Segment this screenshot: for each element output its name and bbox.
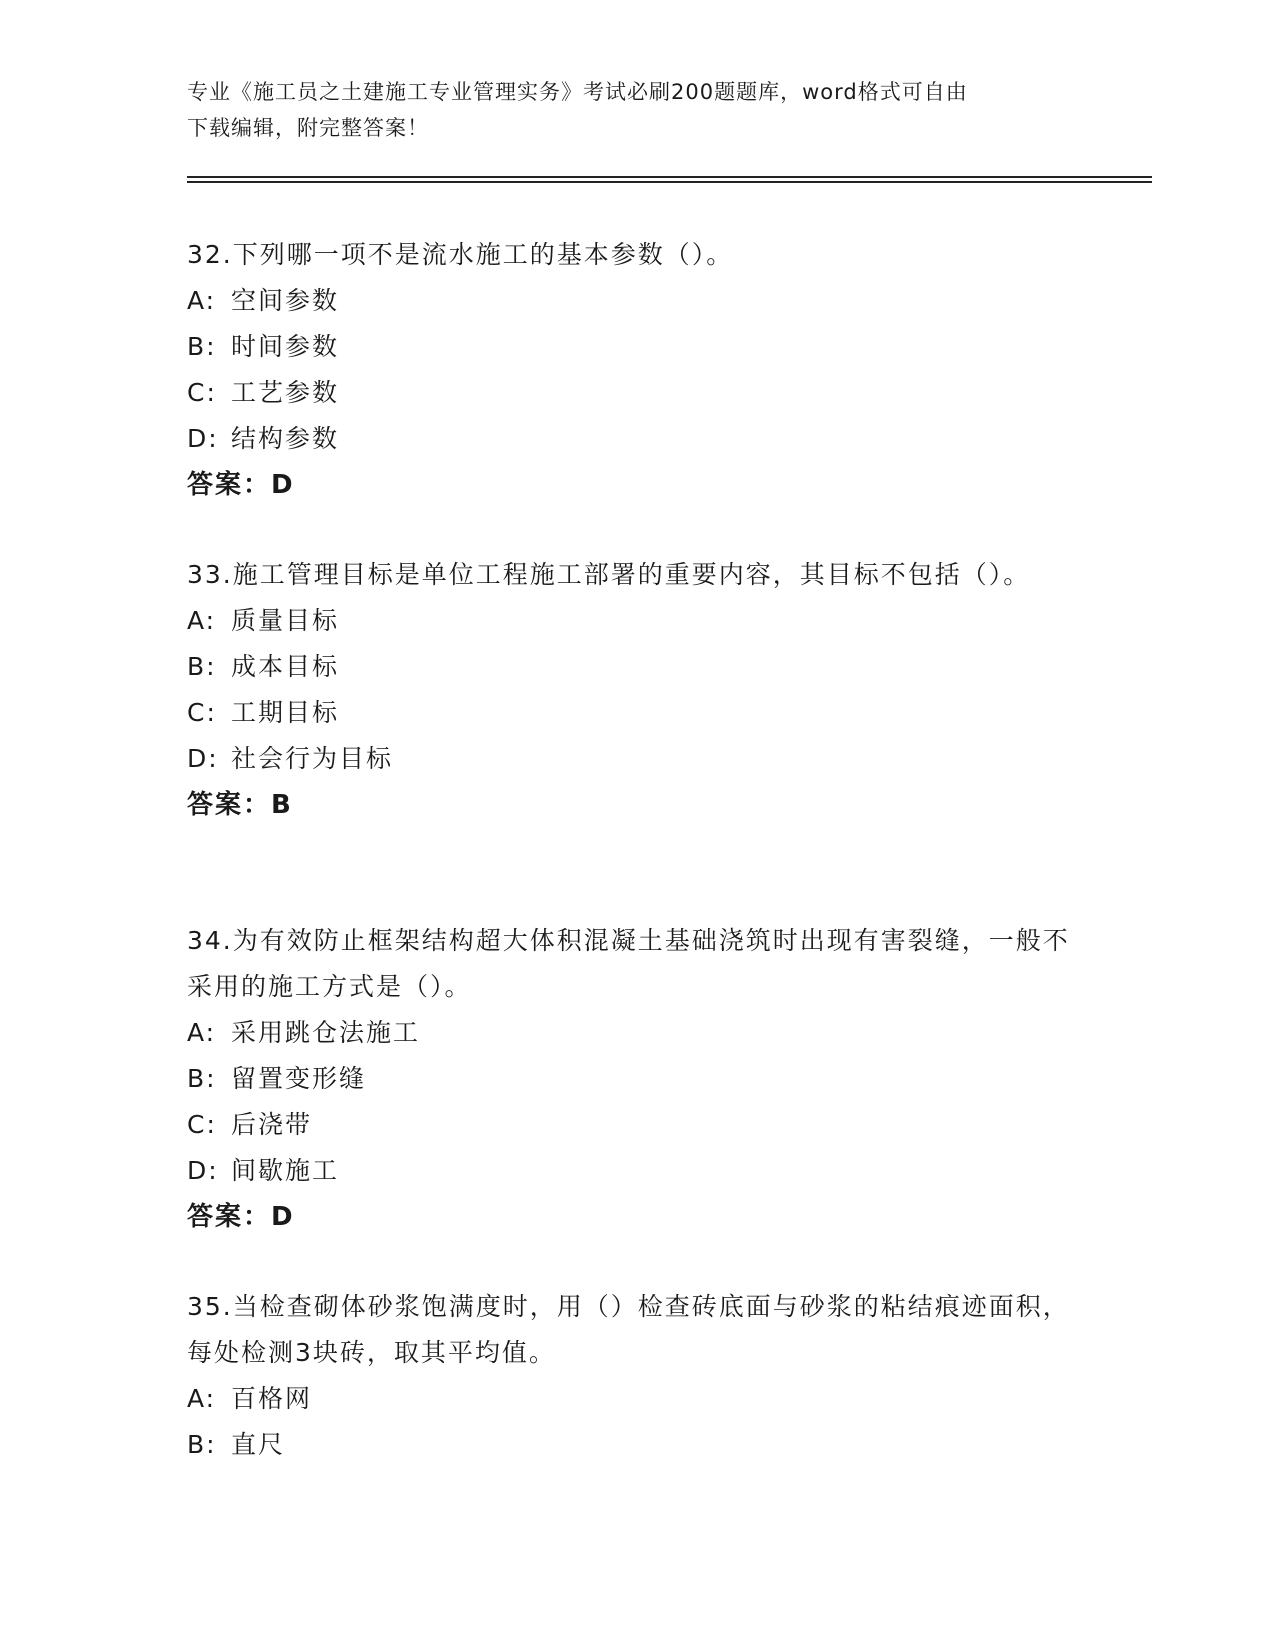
option-text: 质量目标: [231, 606, 340, 635]
option-text: 结构参数: [231, 424, 340, 453]
question-stem: 32.下列哪一项不是流水施工的基本参数（）。: [187, 240, 734, 269]
answer-line: 答案：D: [187, 1202, 295, 1232]
header-line-1: 专业《施工员之土建施工专业管理实务》考试必刷200题题库，word格式可自由: [187, 80, 968, 104]
option-d: [187, 1148, 1087, 1194]
option-label: A:: [187, 1384, 217, 1413]
option-text: 百格网: [231, 1384, 313, 1413]
option-c: [187, 370, 1087, 416]
question-32: [187, 232, 1087, 508]
option-text: 工期目标: [231, 698, 340, 727]
header-divider-top: [187, 176, 1152, 178]
question-34: [187, 918, 1087, 1240]
option-text: 社会行为目标: [231, 744, 394, 773]
option-text: 采用跳仓法施工: [231, 1018, 421, 1047]
option-label: A:: [187, 1018, 217, 1047]
option-label: D:: [187, 424, 219, 453]
question-35: [187, 1284, 1087, 1468]
option-a: [187, 598, 1087, 644]
option-b: [187, 324, 1087, 370]
answer-line: 答案：B: [187, 790, 293, 820]
option-label: B:: [187, 1430, 217, 1459]
option-label: C:: [187, 1110, 217, 1139]
option-c: [187, 690, 1087, 736]
header-divider-bottom: [187, 181, 1152, 183]
option-d: [187, 736, 1087, 782]
option-c: [187, 1102, 1087, 1148]
answer-line: 答案：D: [187, 470, 295, 500]
option-label: C:: [187, 378, 217, 407]
option-text: 留置变形缝: [231, 1064, 367, 1093]
option-label: B:: [187, 1064, 217, 1093]
option-label: C:: [187, 698, 217, 727]
option-label: B:: [187, 332, 217, 361]
option-text: 后浇带: [231, 1110, 313, 1139]
document-header: [187, 74, 1067, 146]
option-a: [187, 278, 1087, 324]
option-label: A:: [187, 606, 217, 635]
option-a: [187, 1376, 1087, 1422]
header-line-2: 下载编辑，附完整答案！: [187, 116, 429, 140]
option-b: [187, 1056, 1087, 1102]
question-stem: 33.施工管理目标是单位工程施工部署的重要内容，其目标不包括（）。: [187, 560, 1031, 589]
option-label: B:: [187, 652, 217, 681]
option-b: [187, 1422, 1087, 1468]
question-stem: 35.当检查砌体砂浆饱满度时，用（）检查砖底面与砂浆的粘结痕迹面积，每处检测3块砖，取其平均值。: [187, 1292, 1070, 1367]
option-label: A:: [187, 286, 217, 315]
option-text: 时间参数: [231, 332, 340, 361]
option-b: [187, 644, 1087, 690]
option-text: 成本目标: [231, 652, 340, 681]
question-stem: 34.为有效防止框架结构超大体积混凝土基础浇筑时出现有害裂缝，一般不采用的施工方式是（）。: [187, 926, 1070, 1001]
option-text: 直尺: [231, 1430, 286, 1459]
option-d: [187, 416, 1087, 462]
option-label: D:: [187, 1156, 219, 1185]
option-text: 工艺参数: [231, 378, 340, 407]
option-text: 空间参数: [231, 286, 340, 315]
question-33: [187, 552, 1087, 828]
option-label: D:: [187, 744, 219, 773]
option-a: [187, 1010, 1087, 1056]
option-text: 间歇施工: [231, 1156, 340, 1185]
